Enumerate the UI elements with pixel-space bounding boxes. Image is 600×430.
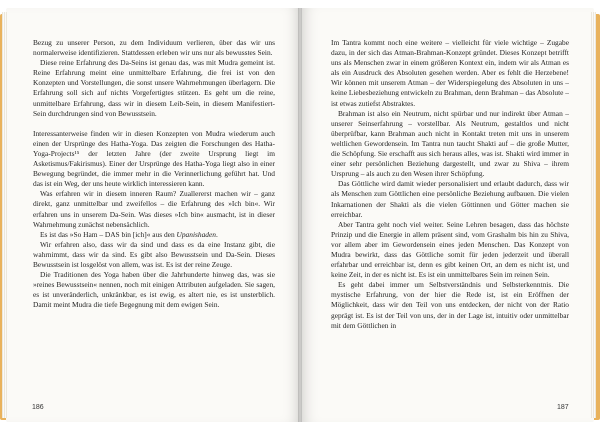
left-page-text [33,38,275,310]
page-stack-left [2,12,8,418]
right-page-text [331,38,569,331]
paragraph: Diese reine Erfahrung des Da-Seins ist genau das, was mit Mudra gemeint ist. Reine Erfahrung meint eine unmittelbare Erfahrung, die frei ist von den Konzepten und Vorstellungen, die sonst unsere Wahrnehmungen überlagern. Die Erfahrung soll sich auf nichts Vorgefertigtes stützen. Es geht um die reine, unmittelbare Erfahrung, dass wir in diesem Leib-Sein, in diesem Manifestiert-Sein durchdrungen sind von Bewusstsein. [33,58,275,118]
paragraph: Im Tantra kommt noch eine weitere – vielleicht für viele wichtige – Zugabe dazu, in der sich das Atman-Brahman-Konzept gründet. Dieses Konzept betrifft uns als Menschen zwar in einem größeren Kontext ein, indem wir als Atman es als ein Ausdruck des Absoluten gesehen werden. Aber es fehlt die Herzebene! Wir können mit unserem Atman – der Widerspiegelung des Absoluten in uns – keine Liebesbeziehung entwickeln zu Brahman, denn Brahman – das Absolute – ist etwas zutiefst Abstraktes. [331,38,569,108]
paragraph: Brahman ist also ein Neutrum, nicht spürbar und nur indirekt über Atman – unserer Seinserfahrung – vorstellbar. Als Neutrum, gestaltlos und nicht überprüfbar, kann Brahman auch nicht in Kontakt treten mit uns in unserem weltlichen Gewordensein. Im Tantra nun taucht Shakti auf – die große Mutter, die Schöpfung. Sie erschafft aus sich heraus alles, was ist. Shakti wird immer in einer sehr persönlichen Beziehung dargestellt, und zwar zu Shiva – ihrem Ursprung – als auch zu den Wesen ihrer Schöpfung. [331,108,569,179]
page-number-right: 187 [557,404,569,411]
paragraph: Aber Tantra geht noch viel weiter. Seine Lehren besagen, dass das höchste Prinzip und die Energie in allem präsent sind, vom Grashalm bis hin zu Shiva, vor allem aber im Gewordensein eines jeden Menschen. Das Konzept von Mudra bewirkt, dass das Göttliche somit für jeden jederzeit und überall erfahrbar und erreichbar ist, denn es gibt keinen Ort, an dem es nicht ist, und keine Zeit, in der es nicht ist. Es ist ein unmittelbares Sein im reinen Sein. [331,219,569,280]
page-number-left: 186 [32,404,44,411]
quote-paragraph [33,230,275,240]
paragraph: Das Göttliche wird damit wieder personalisiert und erlaubt dadurch, dass wir als Menschen zum Göttlichen eine persönliche Beziehung aufbauen. Die vielen Inkarnationen der Shakti als die vielen Göttinnen und Götter machen sie erreichbar. [331,179,569,219]
paragraph: Interessanterweise finden wir in diesen Konzepten von Mudra wiederum auch einen der Ursprünge des Hatha-Yoga. Das zeigten die Forschungen des Hatha-Yoga-Projects¹⁵ der letzten Jahre (der zweite Ursprung liegt im Asketismus/Fakirismus). Einer der Ursprünge des Hatha-Yoga liegt also in einer Bewegung begründet, die immer mehr in die Verinnerlichung geführt hat. Und das ist ein Weg, der uns heute wirklich interessieren kann. [33,128,275,189]
book-gutter [298,8,302,422]
paragraph: Was erfahren wir in diesem inneren Raum? Zuallererst machen wir – ganz direkt, ganz unmittelbar und zweifellos – die Erfahrung des »Ich bin«. Wir erfahren uns in unserem Da-Sein. Was dieses »Ich bin« ausmacht, ist in dieser Wahrnehmung zunächst nebensächlich. [33,189,275,229]
paragraph: Es geht dabei immer um Selbstverständnis und Selbsterkenntnis. Die mystische Erfahrung, von der hier die Rede ist, ist ein Eröffnen der Möglichkeit, dass wir den Teil von uns entdecken, der nicht von der Ratio geprägt ist. Es ist der Teil von uns, der in der Lage ist, intuitiv oder unmittelbar mit dem Göttlichen in [331,280,569,330]
paragraph: Wir erfahren also, dass wir da sind und dass es da eine Instanz gibt, die wahrnimmt, dass wir da sind. Es gibt also Bewusstsein und Da-Sein. Dieses Bewusstsein ist losgelöst von allem, was ist. Es ist der reine Zeuge. [33,239,275,269]
paragraph: Bezug zu unserer Person, zu dem Individuum verlieren, über das wir uns normalerweise identifizieren. Stattdessen erleben wir uns nur als bewusstes Sein. [33,38,275,58]
quote-text: Es ist das »So Ham – DAS bin [ich]« aus den [40,229,177,239]
quote-end: . [215,229,218,239]
quote-source: Upanishaden [176,229,216,239]
paragraph: Die Traditionen des Yoga haben über die Jahrhunderte hinweg das, was sie »reines Bewusstsein« nennen, noch mit einigen Attributen aufgeladen. Sie sagen, es ist unveränderlich, unkränkbar, es ist ewig, es altert nie, es ist unsterblich. Damit meint Mudra die tiefe Begegnung mit dem ewigen Sein. [33,270,275,310]
page-stack-right [591,12,596,418]
